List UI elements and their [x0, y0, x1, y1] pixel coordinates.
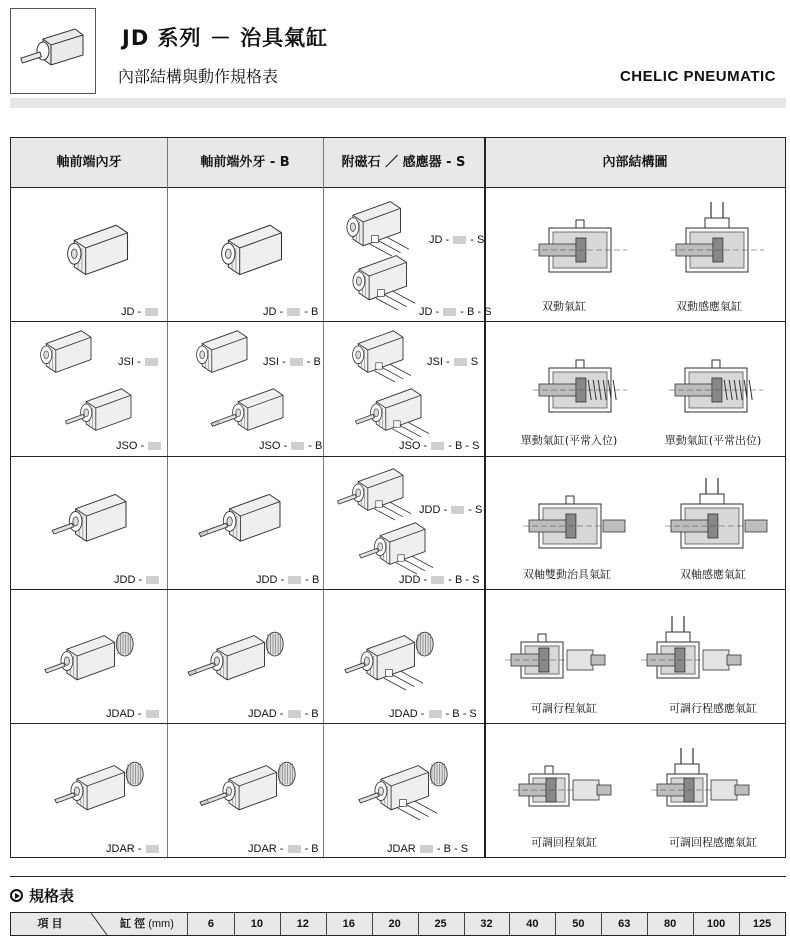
spec-table: [10, 912, 786, 936]
page-header: [0, 0, 790, 108]
cylinder-jdd-icon: [52, 494, 126, 541]
structure-caption: 可調行程氣缸: [531, 702, 597, 715]
model-label: JD - - B - S: [419, 306, 492, 318]
structure-grid: [10, 137, 786, 858]
bore-size-cell: 100: [706, 918, 726, 930]
structure-caption: 單動氣缸(平常出位): [664, 434, 762, 447]
bore-size-cell: 63: [618, 918, 631, 930]
cylinder-jdad-b-icon: [188, 632, 283, 680]
page-subtitle: 內部結構與動作規格表: [118, 67, 279, 86]
diagonal-divider: [89, 913, 109, 935]
spec-section-header: [10, 876, 786, 905]
bore-size-cell: 50: [572, 918, 585, 930]
structure-caption: 双軸感應氣缸: [680, 568, 746, 581]
series-title: JD 系列 － 治具氣缸: [122, 26, 329, 50]
model-label: JSO -: [116, 440, 162, 452]
model-label: JSI -: [118, 356, 159, 368]
structure-adjustable-return-diagram: [513, 766, 611, 806]
spec-divider: [234, 913, 235, 935]
cylinder-jso-b-s-icon: [355, 389, 429, 440]
bore-size-cell: 20: [388, 918, 401, 930]
brand-name: CHELIC PNEUMATIC: [619, 68, 776, 85]
cylinder-jso-b-icon: [211, 389, 283, 431]
cylinder-jsi-b-icon: [197, 331, 247, 373]
bore-size-cell: 80: [664, 918, 677, 930]
cylinder-jdad-b-s-icon: [345, 632, 433, 690]
spec-divider: [418, 913, 419, 935]
spec-divider: [280, 913, 281, 935]
bore-size-cell: 125: [752, 918, 772, 930]
bore-size-cell: 16: [342, 918, 355, 930]
structure-caption: 双動感應氣缸: [676, 300, 742, 313]
model-label: JDD - - B: [256, 574, 320, 586]
cylinder-jd-b-s-icon: [353, 256, 415, 310]
bore-size-cell: 32: [480, 918, 493, 930]
model-label: JD -: [121, 306, 159, 318]
bore-size-cell: 40: [526, 918, 539, 930]
model-label: JDAD - - B: [248, 708, 319, 720]
spec-title: 規格表: [10, 885, 74, 906]
model-label: JSI - - B: [263, 356, 321, 368]
cylinder-jsi-s-icon: [353, 331, 411, 382]
cylinder-jdar-b-s-icon: [359, 762, 447, 820]
cylinder-thumbnail: [10, 8, 96, 94]
bore-size-cell: 12: [296, 918, 309, 930]
structure-double-acting-diagram: [533, 220, 627, 272]
structure-single-acting-in-diagram: [533, 360, 627, 412]
cylinder-jd-icon: [68, 225, 128, 274]
cylinder-jso-icon: [65, 389, 131, 431]
structure-caption: 双軸雙動治具氣缸: [523, 568, 611, 581]
model-label: JDAR -: [106, 843, 160, 855]
model-label: JDAR - - B: [248, 843, 319, 855]
spec-divider: [509, 913, 510, 935]
cylinder-jdar-icon: [55, 762, 143, 810]
model-label: JD - - S: [429, 234, 485, 246]
play-circle-icon: [10, 889, 23, 902]
structure-caption: 單動氣缸(平常入位): [520, 434, 618, 447]
spec-divider: [326, 913, 327, 935]
structure-double-rod-diagram: [523, 496, 625, 548]
grid-illustrations: [11, 138, 787, 859]
structure-caption: 可調行程感應氣缸: [669, 702, 757, 715]
model-label: JDD -: [114, 574, 160, 586]
column-header-magnet-sensor: 附磁石 ／ 感應器 - S: [341, 155, 466, 170]
cylinder-jdd-s-icon: [337, 469, 411, 520]
column-header-external-thread: 軸前端外牙 - B: [200, 155, 290, 170]
structure-double-acting-sensor-diagram: [670, 202, 764, 272]
cylinder-jdd-b-s-icon: [359, 523, 433, 574]
model-label: JSO - - B - S: [399, 440, 480, 452]
structure-double-rod-sensor-diagram: [665, 478, 767, 548]
model-label: JDD - - S: [419, 504, 483, 516]
structure-adjustable-stroke-diagram: [505, 634, 605, 678]
cylinder-jdd-b-icon: [199, 494, 280, 541]
spec-divider: [693, 913, 694, 935]
header-divider: [10, 98, 786, 108]
spec-divider: [372, 913, 373, 935]
structure-adjustable-stroke-sensor-diagram: [641, 616, 741, 678]
structure-caption: 可調回程感應氣缸: [669, 836, 757, 849]
cylinder-jsi-icon: [41, 331, 91, 373]
spec-divider: [555, 913, 556, 935]
spec-item-label: 項 目: [37, 918, 63, 930]
spec-divider: [601, 913, 602, 935]
cylinder-jdar-b-icon: [200, 762, 295, 810]
structure-single-acting-out-diagram: [669, 360, 763, 412]
cylinder-jd-s-icon: [347, 202, 409, 256]
cylinder-jd-b-icon: [222, 225, 282, 274]
column-header-internal-structure: 內部結構圖: [602, 155, 668, 170]
model-label: JDAR - B - S: [387, 843, 469, 855]
structure-caption: 可調回程氣缸: [531, 836, 597, 849]
bore-size-cell: 10: [250, 918, 263, 930]
model-label: JDAD - - B - S: [389, 708, 477, 720]
cylinder-jdad-icon: [45, 632, 133, 680]
bore-size-cell: 25: [434, 918, 447, 930]
spec-bore-label: 缸 徑 (mm): [120, 918, 174, 930]
model-label: JSI - S: [427, 356, 479, 368]
model-label: JSO - - B: [259, 440, 323, 452]
model-label: JD - - B: [263, 306, 319, 318]
model-label: JDAD -: [106, 708, 160, 720]
bore-size-cell: 6: [207, 918, 215, 930]
spec-divider: [739, 913, 740, 935]
structure-caption: 双動氣缸: [542, 300, 586, 313]
structure-adjustable-return-sensor-diagram: [651, 748, 749, 806]
model-label: JDD - - B - S: [399, 574, 480, 586]
spec-divider: [647, 913, 648, 935]
spec-divider: [464, 913, 465, 935]
column-header-internal-thread: 軸前端內牙: [56, 155, 122, 170]
